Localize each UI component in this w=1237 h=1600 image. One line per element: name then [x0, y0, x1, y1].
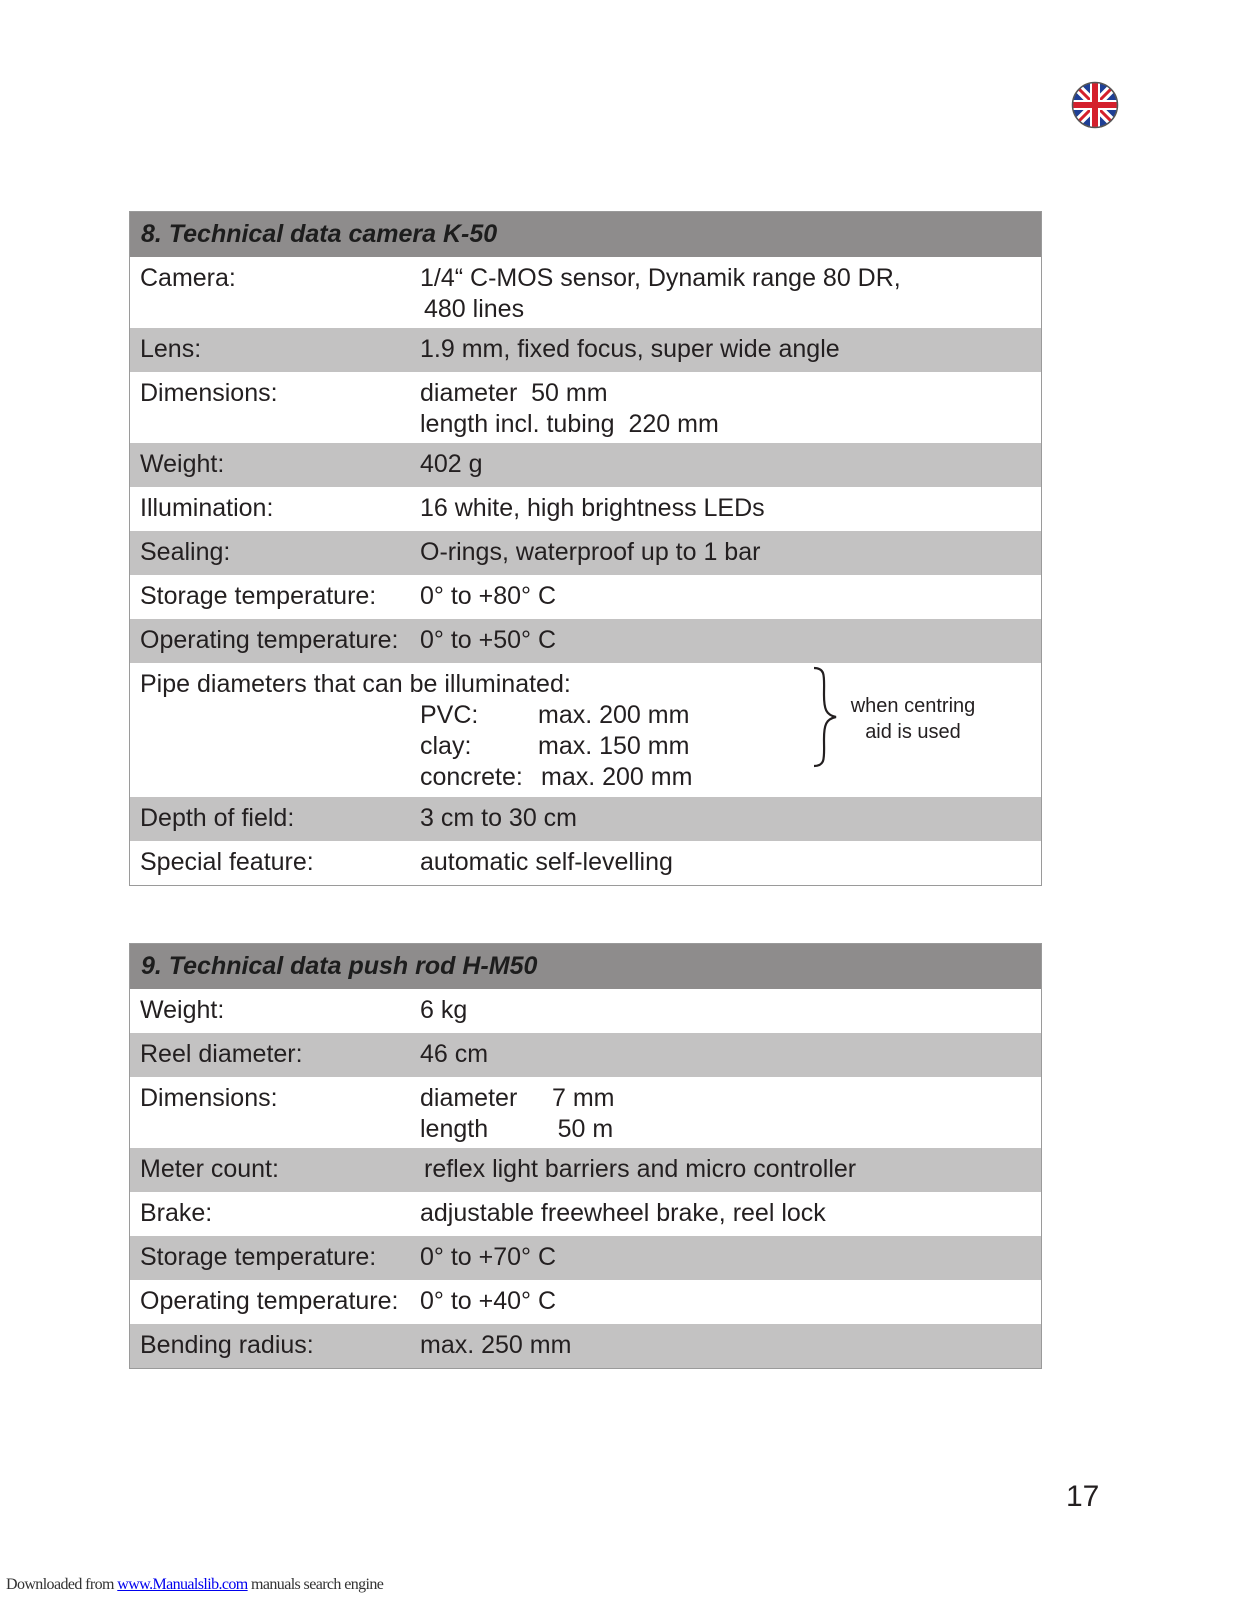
section-title: 9. Technical data push rod H-M50 — [130, 944, 1041, 989]
table-row — [130, 328, 1041, 372]
pipe-diameter-list — [420, 700, 692, 793]
table-row — [130, 372, 1041, 443]
row-value: 0° to +40° C — [420, 1287, 557, 1315]
table-row — [130, 575, 1041, 619]
row-value: 0° to +80° C — [420, 582, 557, 610]
row-label: Camera: — [140, 264, 236, 292]
table-row — [130, 1280, 1041, 1324]
value-line: 1/4“ C-MOS sensor, Dynamik range 80 DR, — [420, 264, 901, 292]
row-label: Pipe diameters that can be illuminated: — [140, 670, 571, 698]
row-label: Operating temperature: — [140, 1287, 399, 1315]
row-value: O-rings, waterproof up to 1 bar — [420, 538, 761, 566]
value-line: 480 lines — [424, 295, 525, 323]
pipe-max: max. 200 mm — [538, 701, 690, 729]
row-label: Weight: — [140, 450, 225, 478]
pipe-diameter-row — [130, 663, 1041, 797]
row-value: 46 cm — [420, 1040, 489, 1068]
row-label: Depth of field: — [140, 804, 295, 832]
row-value: 0° to +70° C — [420, 1243, 557, 1271]
row-label: Brake: — [140, 1199, 213, 1227]
row-label: Special feature: — [140, 848, 314, 876]
table-row — [130, 1236, 1041, 1280]
pipe-item — [420, 731, 692, 762]
table-row — [130, 487, 1041, 531]
pipe-material: clay: — [420, 732, 472, 760]
pipe-material: concrete: — [420, 763, 523, 791]
camera-data-table — [129, 211, 1042, 886]
row-value — [420, 263, 901, 325]
row-value: adjustable freewheel brake, reel lock — [420, 1199, 826, 1227]
table-row — [130, 619, 1041, 663]
table-row — [130, 797, 1041, 841]
pipe-max: max. 200 mm — [541, 763, 693, 791]
table-row — [130, 443, 1041, 487]
row-value: max. 250 mm — [420, 1331, 572, 1359]
centring-aid-note — [838, 693, 988, 745]
table-row — [130, 841, 1041, 885]
row-value: 6 kg — [420, 996, 468, 1024]
footer-suffix: manuals search engine — [247, 1576, 384, 1593]
value-line: length 50 m — [420, 1115, 614, 1143]
table-row — [130, 531, 1041, 575]
table-row — [130, 257, 1041, 328]
row-value: 1.9 mm, fixed focus, super wide angle — [420, 335, 840, 363]
row-value: 3 cm to 30 cm — [420, 804, 577, 832]
page-number: 17 — [1066, 1480, 1100, 1513]
uk-flag-icon — [1071, 81, 1119, 129]
table-row — [130, 1033, 1041, 1077]
push-rod-data-table — [129, 943, 1042, 1369]
row-value: 402 g — [420, 450, 483, 478]
pipe-item — [420, 762, 692, 793]
row-label: Bending radius: — [140, 1331, 314, 1359]
row-label: Lens: — [140, 335, 202, 363]
row-value — [420, 378, 719, 440]
row-value: 16 white, high brightness LEDs — [420, 494, 765, 522]
footer-prefix: Downloaded from — [6, 1576, 118, 1593]
note-line: when centring — [850, 695, 976, 717]
note-line: aid is used — [865, 721, 961, 743]
pipe-max: max. 150 mm — [538, 732, 690, 760]
table-row — [130, 1148, 1041, 1192]
pipe-material: PVC: — [420, 701, 479, 729]
row-label: Storage temperature: — [140, 582, 377, 610]
download-footer — [6, 1576, 383, 1594]
row-value — [420, 1083, 615, 1145]
row-label: Dimensions: — [140, 379, 278, 407]
row-label: Operating temperature: — [140, 626, 399, 654]
curly-brace-icon — [810, 665, 840, 769]
row-label: Dimensions: — [140, 1084, 278, 1112]
row-label: Storage temperature: — [140, 1243, 377, 1271]
table-row — [130, 1324, 1041, 1368]
row-value: 0° to +50° C — [420, 626, 557, 654]
value-line: diameter 50 mm — [420, 379, 608, 407]
row-label: Weight: — [140, 996, 225, 1024]
row-label: Illumination: — [140, 494, 274, 522]
row-label: Sealing: — [140, 538, 231, 566]
pipe-item — [420, 700, 692, 731]
table-row — [130, 989, 1041, 1033]
manualslib-link[interactable]: www.Manualslib.com — [117, 1576, 248, 1593]
table-row — [130, 1077, 1041, 1148]
row-label: Reel diameter: — [140, 1040, 303, 1068]
section-title: 8. Technical data camera K-50 — [130, 212, 1041, 257]
table-row — [130, 1192, 1041, 1236]
row-value: automatic self-levelling — [420, 848, 673, 876]
value-line: length incl. tubing 220 mm — [420, 410, 719, 438]
value-line: diameter 7 mm — [420, 1084, 615, 1112]
row-value: reflex light barriers and micro controller — [424, 1155, 857, 1183]
row-label: Meter count: — [140, 1155, 279, 1183]
